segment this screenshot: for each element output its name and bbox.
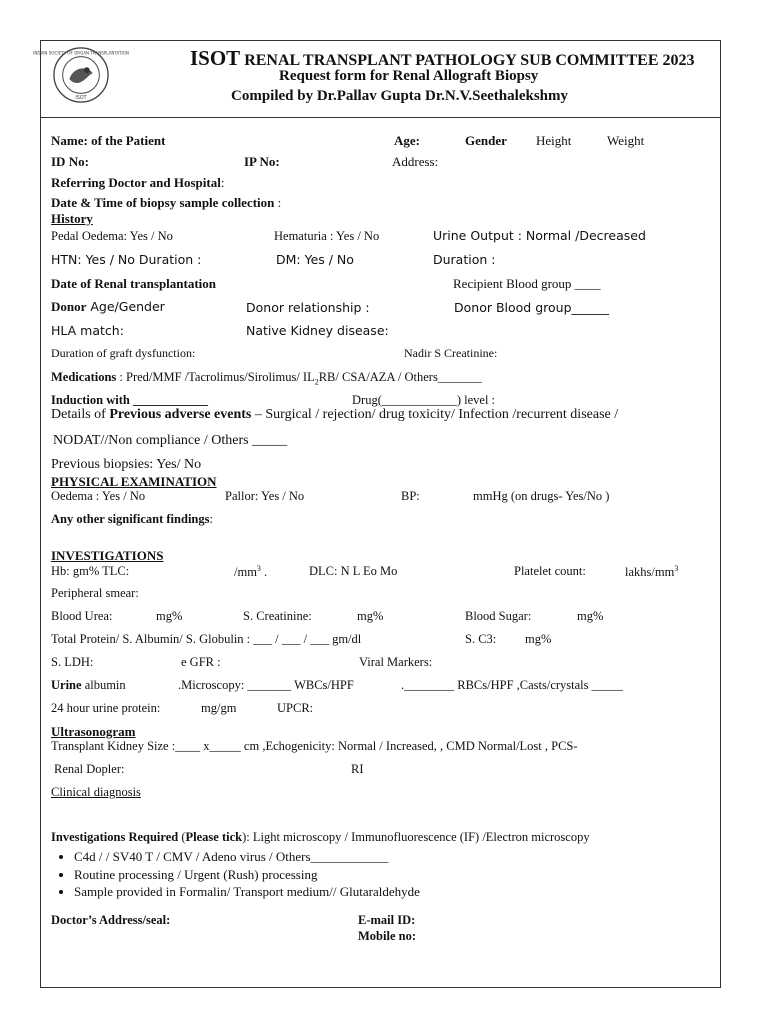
isot-logo [33,46,129,104]
graft-dysfunction-duration: Duration of graft dysfunction: [51,346,196,360]
height-label: Height [536,133,572,148]
bp-mmhg: mmHg (on drugs- Yes/No ) [473,489,610,503]
ultrasonogram-heading: Ultrasonogram [51,724,136,739]
form-title: ISOT RENAL TRANSPLANT PATHOLOGY SUB COMMITTEE 2023 [190,46,695,70]
investigations-heading: INVESTIGATIONS [51,548,164,563]
pallor: Pallor: Yes / No [225,489,305,503]
donor-relationship: Donor relationship : [246,300,370,315]
blood-urea-unit: mg% [156,609,183,623]
previous-adverse-events: Details of Previous adverse events – Surgical / rejection/ drug toxicity/ Infection /recurrent disease / [51,407,619,422]
platelet-count: Platelet count: [514,564,586,578]
transplant-kidney-size: Transplant Kidney Size :____ x_____ cm ,Echogenicity: Normal / Increased, , CMD Normal/Lost , PCS- [51,739,578,753]
doctor-address-seal: Doctor’s Address/seal: [51,913,171,927]
s-c3: S. C3: [465,632,497,646]
required-list [54,848,420,901]
dlc: DLC: N L Eo Mo [309,564,398,578]
tlc-unit: $/mm^3$ . [234,564,268,580]
htn: HTN: Yes / No Duration : [51,252,202,267]
previous-biopsies: Previous biopsies: Yes/ No [51,457,202,472]
native-kidney-disease: Native Kidney disease: [246,323,389,338]
form-subtitle: Request form for Renal Allograft Biopsy [279,68,539,84]
urine-albumin: Urine albumin [51,678,126,692]
oedema: Oedema : Yes / No [51,489,146,503]
id-label: ID No: [51,154,89,169]
blood-sugar-unit: mg% [577,609,604,623]
s-ldh: S. LDH: [51,655,94,669]
urine-output: Urine Output : Normal /Decreased [433,228,646,243]
date-of-transplant: Date of Renal transplantation [51,276,217,291]
s-creatinine: S. Creatinine: [243,609,312,623]
list-item: • C4d / / SV40 T / CMV / Adeno virus / Others____________ [74,848,420,866]
gender-label: Gender [465,133,507,148]
s-c3-unit: mg% [525,632,552,646]
list-item: • Routine processing / Urgent (Rush) processing [74,866,420,884]
weight-label: Weight [607,133,645,148]
platelet-unit: lakhs/$mm^3$ [625,564,679,580]
donor-blood-group: Donor Blood group______ [454,300,610,315]
dm-duration: Duration : [433,252,496,267]
hematuria: Hematuria : Yes / No [274,229,380,243]
egfr: e GFR : [181,655,221,669]
nadir-creatinine: Nadir S Creatinine: [404,346,498,360]
blood-sugar: Blood Sugar: [465,609,532,623]
urine-rbc-casts: .________ RBCs/HPF ,Casts/crystals _____ [401,678,623,692]
ip-label: IP No: [244,154,280,169]
history-heading: History [51,211,93,226]
urine-24h-unit: mg/gm [201,701,237,715]
patient-name-label: Name: of the Patient [51,133,166,148]
recipient-blood-group: Recipient Blood group ____ [453,276,601,291]
medications: Medications : Pred/MMF /Tacrolimus/Sirolimus/ $IL_2RB/$ CSA/AZA / Others_______ [51,370,482,387]
referring-doctor-label: Referring Doctor and Hospital: [51,175,225,190]
bp-label: BP: [401,489,420,503]
resistive-index: RI [351,762,364,776]
dm: DM: Yes / No [276,252,354,267]
peripheral-smear: Peripheral smear: [51,586,139,600]
compiled-by: Compiled by Dr.Pallav Gupta Dr.N.V.Seethalekshmy [231,88,568,104]
list-item: • Sample provided in Formalin/ Transport medium// Glutaraldehyde [74,883,420,901]
clinical-diagnosis: Clinical diagnosis [51,785,141,799]
induction-with: Induction with ____________ [51,393,208,407]
logo-abbr: ISOT [75,96,87,102]
biopsy-datetime-label: Date & Time of biopsy sample collection : [51,195,282,210]
other-findings: Any other significant findings: [51,512,213,526]
pedal-oedema: Pedal Oedema: Yes / No [51,229,173,243]
nodat-others: NODAT//Non compliance / Others _____ [53,433,288,448]
urine-microscopy-wbc: .Microscopy: _______ WBCs/HPF [178,678,354,692]
viral-markers: Viral Markers: [359,655,433,669]
hb-tlc: Hb: gm% TLC: [51,564,130,578]
email-id: E-mail ID: [358,913,416,927]
drug-level: Drug(____________) level : [352,393,496,407]
urine-24h-protein: 24 hour urine protein: [51,701,161,715]
header-divider [40,117,721,118]
blood-urea: Blood Urea: [51,609,113,623]
donor-age-gender: Donor Age/Gender [51,299,165,314]
upcr: UPCR: [277,701,314,715]
logo-ring-text: INDIAN SOCIETY OF ORGAN TRANSPLANTATION [33,50,129,56]
address-label: Address: [392,154,439,169]
hla-match: HLA match: [51,323,124,338]
physical-exam-heading: PHYSICAL EXAMINATION [51,474,217,489]
investigations-required: Investigations Required (Please tick): Light microscopy / Immunofluorescence (IF) /Electron microscopy [51,830,590,844]
age-label: Age: [394,133,420,148]
s-creatinine-unit: mg% [357,609,384,623]
total-protein: Total Protein/ S. Albumin/ S. Globulin : ___ / ___ / ___ gm/dl [51,632,362,646]
mobile-no: Mobile no: [358,929,416,943]
renal-doppler: Renal Dopler: [54,762,125,776]
